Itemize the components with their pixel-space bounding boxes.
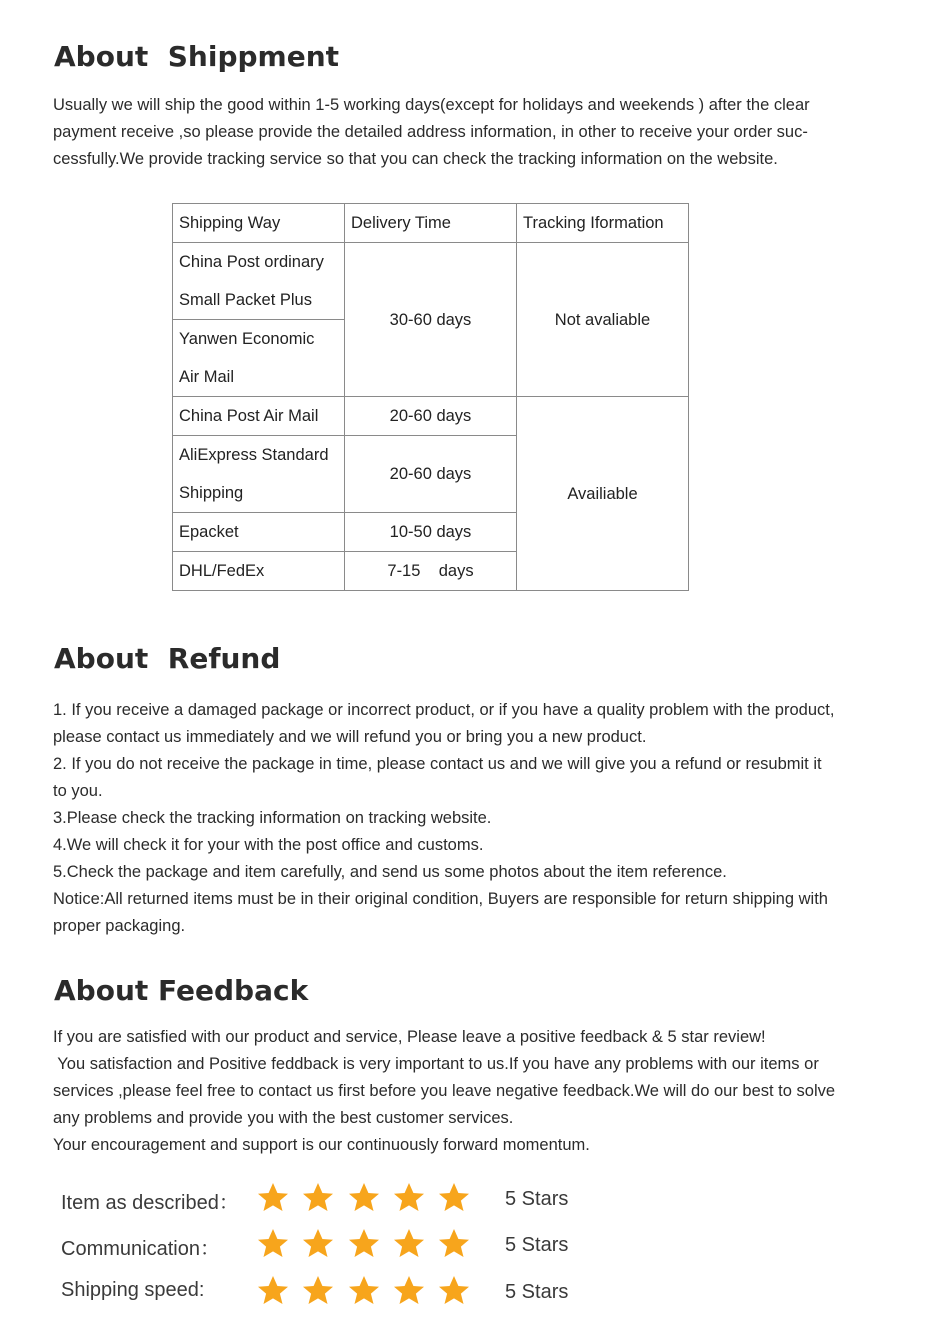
star-icon <box>348 1182 380 1214</box>
rating-label: Communication： <box>61 1238 220 1260</box>
paragraph-line: 5.Check the package and item carefully, and send us some photos about the item reference. <box>53 863 727 881</box>
paragraph-line: please contact us immediately and we will refund you or bring you a new product. <box>53 728 647 746</box>
cell-shipping-way: AliExpress Standard Shipping <box>173 436 345 513</box>
star-icon <box>302 1275 334 1307</box>
star-icon <box>393 1228 425 1260</box>
refund-paragraph <box>53 697 883 940</box>
shipping-table <box>172 203 689 591</box>
paragraph-line: 4.We will check it for your with the post office and customs. <box>53 836 484 854</box>
cell-shipping-way: China Post ordinary Small Packet Plus <box>173 243 345 320</box>
paragraph-line: services ,please feel free to contact us first before you leave negative feedback.We will do our best to solve <box>53 1082 836 1100</box>
cell-delivery-time: 20-60 days <box>345 436 517 513</box>
star-icon <box>438 1275 470 1307</box>
header-shipping-way: Shipping Way <box>173 204 345 243</box>
refund-title: About Refund <box>54 642 281 675</box>
paragraph-line: Your encouragement and support is our continuously forward momentum. <box>53 1136 590 1154</box>
star-icon <box>257 1275 289 1307</box>
paragraph-line: 2. If you do not receive the package in time, please contact us and we will give you a refund or resubmit it <box>53 755 822 773</box>
shipment-paragraph <box>53 92 883 173</box>
paragraph-line: cessfully.We provide tracking service so that you can check the tracking information on the website. <box>53 150 778 168</box>
star-icon <box>302 1228 334 1260</box>
star-icon <box>393 1182 425 1214</box>
star-icon <box>438 1228 470 1260</box>
cell-delivery-time: 10-50 days <box>345 513 517 552</box>
star-icon <box>257 1228 289 1260</box>
rating-row-shipping-speed <box>61 1271 761 1311</box>
rating-label: Item as described： <box>61 1192 239 1214</box>
feedback-paragraph <box>53 1024 883 1159</box>
paragraph-line: Usually we will ship the good within 1-5 working days(except for holidays and weekends ) after the clear <box>53 96 810 114</box>
rating-label: Shipping speed: <box>61 1279 205 1301</box>
rating-count: 5 Stars <box>505 1188 569 1210</box>
table-row <box>173 397 689 436</box>
paragraph-line: proper packaging. <box>53 917 186 935</box>
header-delivery-time: Delivery Time <box>345 204 517 243</box>
star-icon <box>438 1182 470 1214</box>
paragraph-line: payment receive ,so please provide the detailed address information, in other to receive your order suc- <box>53 123 808 141</box>
cell-shipping-way: China Post Air Mail <box>173 397 345 436</box>
table-header-row <box>173 204 689 243</box>
cell-tracking: Availiable <box>517 397 689 591</box>
rating-count: 5 Stars <box>505 1234 569 1256</box>
paragraph-line: If you are satisfied with our product and service, Please leave a positive feedback & 5 star review! <box>53 1028 766 1046</box>
paragraph-line: to you. <box>53 782 103 800</box>
table-row <box>173 243 689 320</box>
cell-delivery-time: 7-15 days <box>345 552 517 591</box>
cell-shipping-way: Yanwen Economic Air Mail <box>173 320 345 397</box>
shipment-title: About Shippment <box>54 40 340 73</box>
cell-tracking: Not avaliable <box>517 243 689 397</box>
feedback-title: About Feedback <box>54 974 309 1007</box>
cell-shipping-way: Epacket <box>173 513 345 552</box>
star-icon <box>257 1182 289 1214</box>
cell-shipping-way: DHL/FedEx <box>173 552 345 591</box>
cell-delivery-time: 30-60 days <box>345 243 517 397</box>
paragraph-line: 3.Please check the tracking information on tracking website. <box>53 809 492 827</box>
paragraph-line: 1. If you receive a damaged package or incorrect product, or if you have a quality problem with the product, <box>53 701 835 719</box>
star-icon <box>302 1182 334 1214</box>
rating-row-communication <box>61 1224 761 1264</box>
rating-row-item-as-described <box>61 1178 761 1218</box>
paragraph-line: You satisfaction and Positive feddback is very important to us.If you have any problems with our items or <box>53 1055 819 1073</box>
star-icon <box>393 1275 425 1307</box>
header-tracking: Tracking Iformation <box>517 204 689 243</box>
star-icon <box>348 1228 380 1260</box>
rating-count: 5 Stars <box>505 1281 569 1303</box>
star-icon <box>348 1275 380 1307</box>
paragraph-line: any problems and provide you with the best customer services. <box>53 1109 514 1127</box>
paragraph-line: Notice:All returned items must be in their original condition, Buyers are responsible for return shipping with <box>53 890 828 908</box>
cell-delivery-time: 20-60 days <box>345 397 517 436</box>
